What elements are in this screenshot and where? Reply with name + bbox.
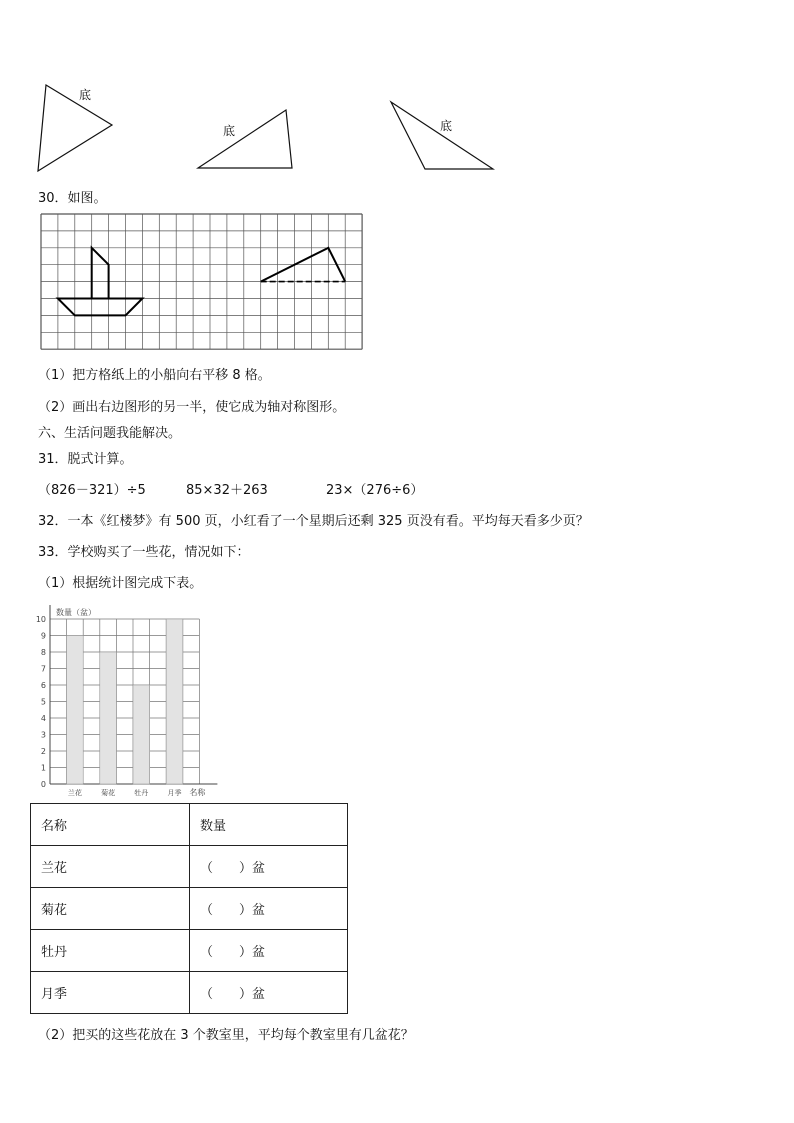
y-tick-label: 4 [40, 714, 46, 723]
y-tick-label: 1 [40, 763, 46, 773]
y-tick-label: 5 [40, 697, 46, 707]
table-row [31, 972, 348, 1014]
boat-sail [92, 248, 109, 299]
table-cell-name: 牡丹 [31, 930, 190, 972]
q33-sub1: （1）根据统计图完成下表。 [38, 576, 203, 591]
table-cell-name: 菊花 [31, 888, 190, 930]
table-row [31, 930, 348, 972]
q31-expr-2: 85×32＋263 [186, 483, 268, 498]
bar-牡丹 [133, 685, 150, 784]
triangle-3 [391, 102, 493, 169]
table-cell-qty[interactable]: （ ）盆 [190, 846, 348, 888]
q31-expr-1: （826－321）÷5 [38, 483, 146, 498]
q33-title: 33．学校购买了一些花，情况如下： [38, 545, 250, 560]
y-tick-label: 9 [40, 631, 46, 641]
triangle-2 [198, 110, 292, 168]
x-axis-label: 名称 [189, 788, 206, 797]
triangle-1 [38, 85, 112, 171]
x-category-label: 菊花 [101, 789, 116, 797]
y-tick-label: 6 [40, 681, 46, 690]
x-category-label: 兰花 [67, 789, 82, 797]
bar-兰花 [67, 636, 84, 785]
triangle-1-base-label: 底 [79, 88, 92, 102]
q31-expr-3: 23×（276÷6） [326, 483, 424, 498]
x-category-label: 月季 [167, 789, 182, 797]
y-axis-label: 数量（盆） [56, 608, 96, 617]
table-header-row [31, 804, 348, 846]
q30-title: 30．如图。 [38, 191, 107, 206]
boat-hull [58, 299, 142, 316]
flower-count-table [30, 803, 348, 1014]
y-tick-label: 10 [35, 615, 46, 624]
table-cell-qty[interactable]: （ ）盆 [190, 972, 348, 1014]
bar-菊花 [100, 652, 117, 784]
table-row [31, 846, 348, 888]
y-tick-label: 2 [40, 747, 46, 756]
flower-bar-chart [30, 600, 245, 800]
y-tick-label: 8 [40, 648, 46, 657]
y-tick-label: 7 [40, 664, 46, 674]
triangle-3-base-label: 底 [440, 119, 453, 133]
table-cell-name: 月季 [31, 972, 190, 1014]
triangle-2-base-label: 底 [223, 124, 236, 138]
q31-title: 31．脱式计算。 [38, 452, 133, 467]
table-header-qty: 数量 [190, 804, 348, 846]
q30-sub2: （2）画出右边图形的另一半，使它成为轴对称图形。 [38, 400, 346, 415]
q33-sub2: （2）把买的这些花放在 3 个教室里，平均每个教室里有几盆花？ [38, 1028, 414, 1043]
table-header-name: 名称 [31, 804, 190, 846]
y-tick-label: 3 [40, 730, 46, 740]
q32-text: 32．一本《红楼梦》有 500 页，小红看了一个星期后还剩 325 页没有看。平均每天看多少页？ [38, 514, 589, 529]
x-category-label: 牡丹 [134, 789, 149, 797]
grid-paper [40, 213, 366, 355]
y-tick-label: 0 [40, 780, 46, 789]
table-cell-qty[interactable]: （ ）盆 [190, 888, 348, 930]
table-cell-qty[interactable]: （ ）盆 [190, 930, 348, 972]
table-row [31, 888, 348, 930]
section-6-heading: 六、生活问题我能解决。 [38, 426, 182, 441]
bar-月季 [166, 619, 183, 784]
q30-sub1: （1）把方格纸上的小船向右平移 8 格。 [38, 368, 271, 383]
table-cell-name: 兰花 [31, 846, 190, 888]
triangles-figure [0, 75, 794, 180]
